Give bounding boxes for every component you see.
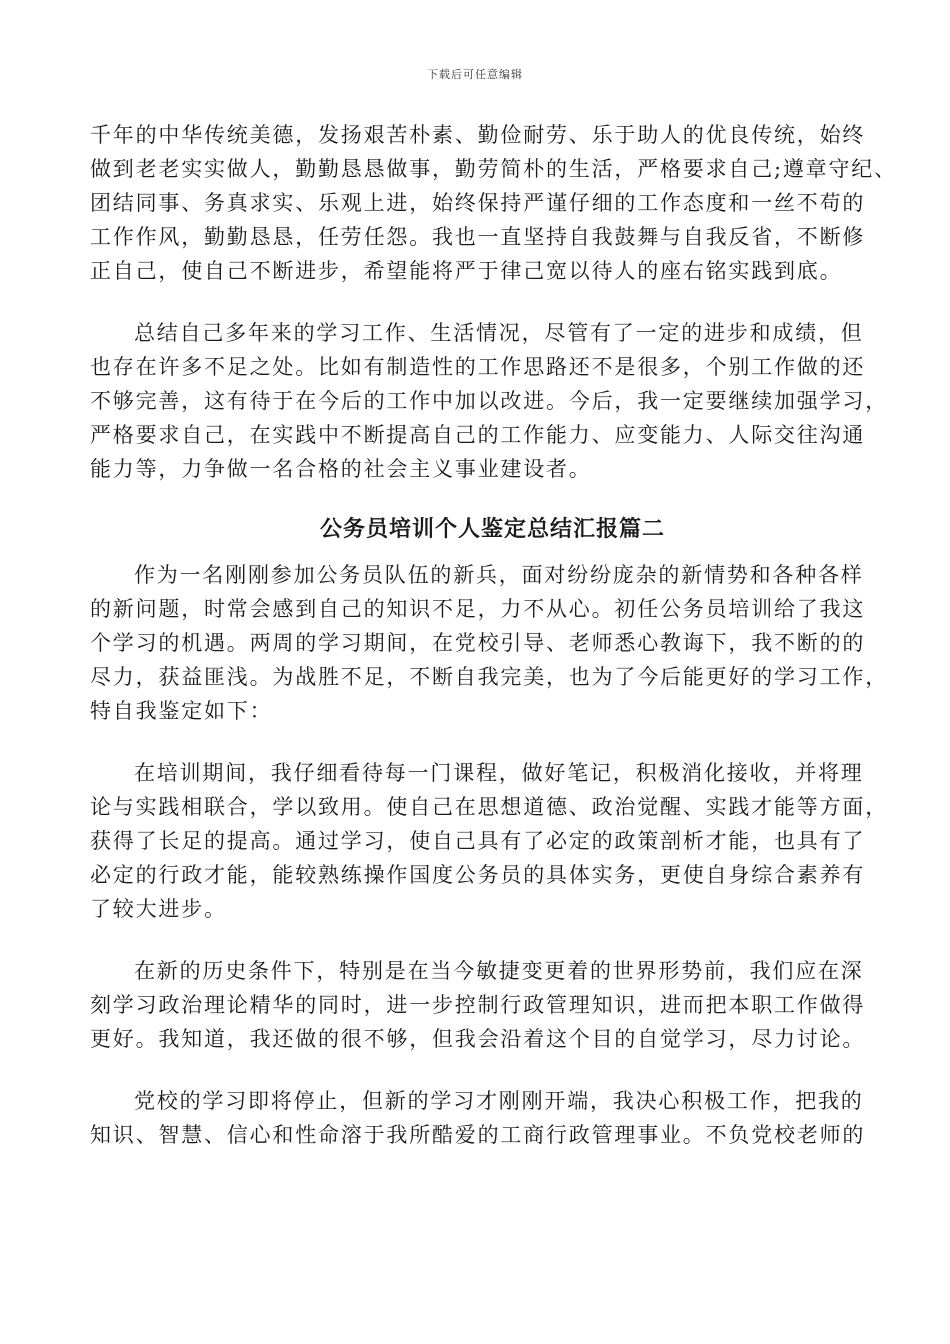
paragraph-3 bbox=[90, 558, 888, 728]
text-line: 特自我鉴定如下： bbox=[90, 699, 273, 723]
text-line: 知识、智慧、信心和性命溶于我所酷爱的工商行政管理事业。不负党校老师的 bbox=[90, 1123, 866, 1147]
text-line: 作为一名刚刚参加公务员队伍的新兵，面对纷纷庞杂的新情势和各种各样 bbox=[134, 563, 864, 587]
text-line: 尽力，获益匪浅。为战胜不足，不断自我完美，也为了今后能更好的学习工作， bbox=[90, 665, 888, 689]
text-line: 党校的学习即将停止，但新的学习才刚刚开端，我决心积极工作，把我的 bbox=[134, 1089, 864, 1113]
text-line: 总结自己多年来的学习工作、生活情况，尽管有了一定的进步和成绩，但 bbox=[134, 321, 864, 345]
text-line: 更好。我知道，我还做的很不够，但我会沿着这个目的自觉学习，尽力讨论。 bbox=[90, 1027, 866, 1051]
text-line: 不够完善，这有待于在今后的工作中加以改进。今后，我一定要继续加强学习， bbox=[90, 389, 888, 413]
text-line: 获得了长足的提高。通过学习，使自己具有了必定的政策剖析才能，也具有了 bbox=[90, 829, 866, 853]
paragraph-1 bbox=[90, 118, 897, 288]
page-header: 下载后可任意编辑 bbox=[427, 68, 523, 81]
text-line: 在新的历史条件下，特别是在当今敏捷变更着的世界形势前，我们应在深 bbox=[134, 959, 864, 983]
text-line: 正自己，使自己不断进步，希望能将严于律己宽以待人的座右铭实践到底。 bbox=[90, 259, 843, 283]
paragraph-4 bbox=[90, 756, 888, 926]
paragraph-5 bbox=[90, 954, 865, 1056]
text-line: 能力等，力争做一名合格的社会主义事业建设者。 bbox=[90, 457, 592, 481]
text-line: 的新问题，时常会感到自己的知识不足，力不从心。初任公务员培训给了我这 bbox=[90, 597, 866, 621]
paragraph-2 bbox=[90, 316, 888, 486]
text-line: 必定的行政才能，能较熟练操作国度公务员的具体实务，更使自身综合素养有 bbox=[90, 863, 866, 887]
document-body bbox=[90, 118, 897, 1152]
text-line: 论与实践相联合，学以致用。使自己在思想道德、政治觉醒、实践才能等方面， bbox=[90, 795, 888, 819]
text-line: 做到老老实实做人，勤勤恳恳做事，勤劳简朴的生活，严格要求自己;遵章守纪、 bbox=[90, 157, 897, 181]
section-heading: 公务员培训个人鉴定总结汇报篇二 bbox=[319, 516, 665, 542]
text-line: 千年的中华传统美德，发扬艰苦朴素、勤俭耐劳、乐于助人的优良传统，始终 bbox=[90, 123, 866, 147]
text-line: 了较大进步。 bbox=[90, 897, 227, 921]
text-line: 在培训期间，我仔细看待每一门课程，做好笔记，积极消化接收，并将理 bbox=[134, 761, 864, 785]
text-line: 个学习的机遇。两周的学习期间，在党校引导、老师悉心教诲下，我不断的的 bbox=[90, 631, 866, 655]
text-line: 也存在许多不足之处。比如有制造性的工作思路还不是很多，个别工作做的还 bbox=[90, 355, 866, 379]
text-line: 工作作风，勤勤恳恳，任劳任怨。我也一直坚持自我鼓舞与自我反省，不断修 bbox=[90, 225, 866, 249]
text-line: 团结同事、务真求实、乐观上进，始终保持严谨仔细的工作态度和一丝不苟的 bbox=[90, 191, 866, 215]
text-line: 严格要求自己，在实践中不断提高自己的工作能力、应变能力、人际交往沟通 bbox=[90, 423, 866, 447]
text-line: 刻学习政治理论精华的同时，进一步控制行政管理知识，进而把本职工作做得 bbox=[90, 993, 866, 1017]
paragraph-6 bbox=[90, 1084, 865, 1152]
